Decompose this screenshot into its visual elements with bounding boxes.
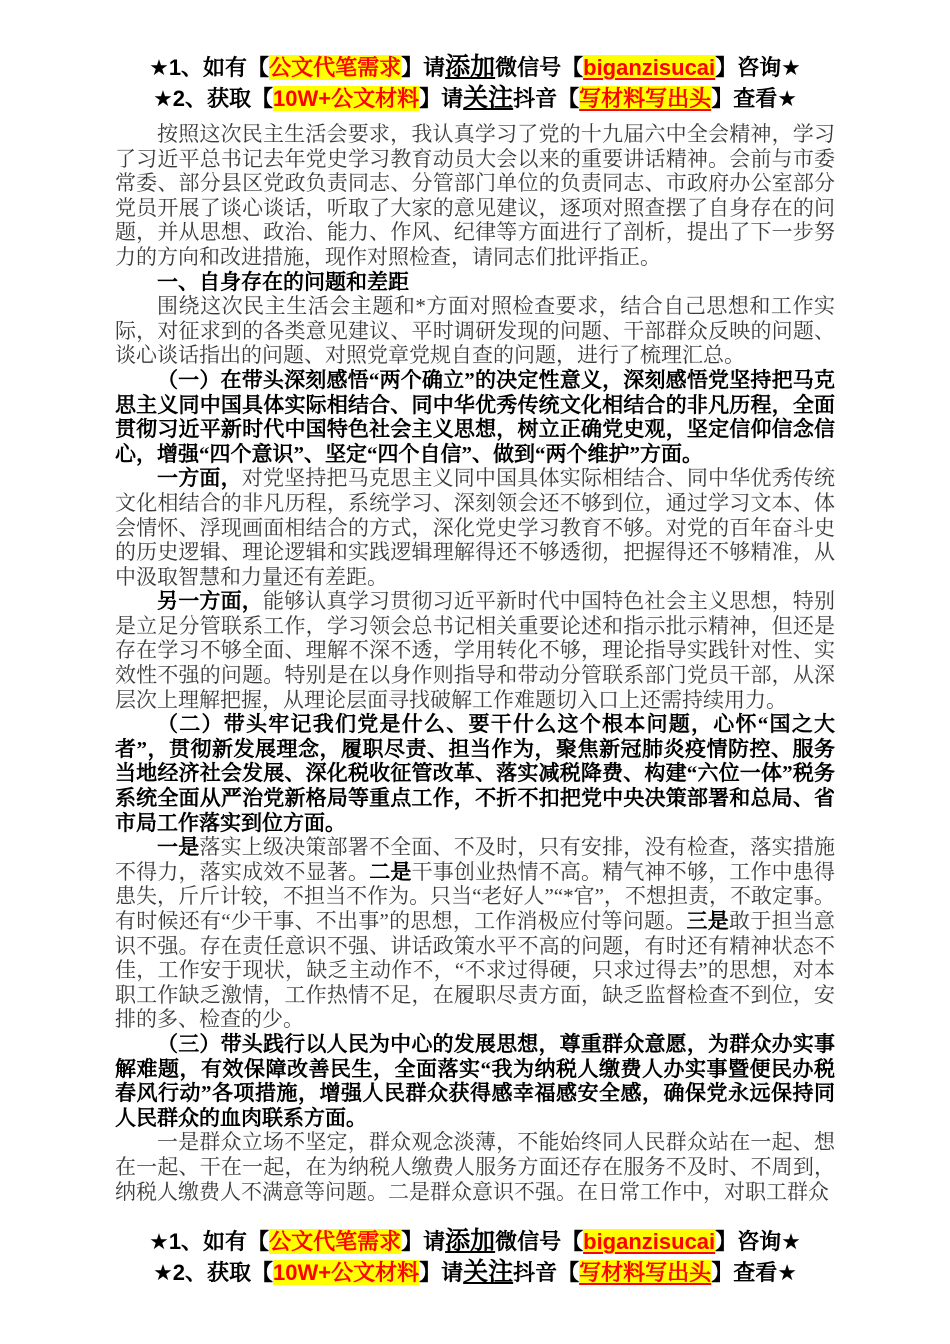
- bold-text-run: （二）带头牢记我们党是什么、要干什么这个根本问题，心怀“国之大者”，贯彻新发展理念，履职尽责、担当作为，聚焦新冠肺炎疫情防控、服务当地经济社会发展、深化税收征管改革、落实减税降费、构建“六位一体”税务系统全面从严治党新格局等重点工作，不折不扣把党中央决策部署和总局、省市局工作落实到位方面。: [115, 712, 835, 835]
- paragraph: [115, 466, 835, 589]
- promo-line-1: [0, 1226, 950, 1257]
- promo-segment: 】咨询★: [715, 1229, 801, 1254]
- promo-segment: ★1、如有【: [149, 55, 270, 80]
- promo-segment: 公文代笔需求: [269, 1229, 402, 1254]
- promo-segment: ★1、如有【: [149, 1229, 270, 1254]
- bold-text-run: 一、自身存在的问题和差距: [157, 269, 409, 294]
- bold-paragraph: [115, 368, 835, 466]
- bold-paragraph: [115, 270, 835, 295]
- promo-segment: 】请: [401, 1229, 446, 1254]
- promo-segment: biganzisucai: [583, 1229, 716, 1254]
- bold-text-run: （三）带头践行以人民为中心的发展思想，尊重群众意愿，为群众办实事解难题，有效保障改善民生，全面落实“我为纳税人缴费人办实事暨便民办税春风行动”各项措施，增强人民群众获得感幸福感安全感，确保党永远保持同人民群众的血肉联系方面。: [115, 1031, 835, 1130]
- bold-paragraph: [115, 712, 835, 835]
- bold-text-run: 二是: [369, 859, 412, 884]
- text-run: 按照这次民主生活会要求，我认真学习了党的十九届六中全会精神，学习了习近平总书记去年党史学习教育动员大会以来的重要讲话精神。会前与市委常委、部分县区党政负责同志、分管部门单位的负责同志、市政府办公室部分党员开展了谈心谈话，听取了大家的意见建议，逐项对照查摆了自身存在的问题，并从思想、政治、能力、作风、纪律等方面进行了剖析，提出了下一步努力的方向和改进措施，现作对照检查，请同志们批评指正。: [115, 122, 835, 269]
- promo-segment: 微信号【: [495, 55, 584, 80]
- text-run: 干事创业热情不高。精气神不够，工作中患得患失，斤斤计较，不担当不作为。只当“老好人”“*官”，不想担责，不敢定事。有时候还有“少干事、不出事”的思想，工作消极应付等问题。: [115, 859, 835, 933]
- document-body: [115, 122, 835, 1224]
- promo-segment: 】请: [419, 1260, 464, 1285]
- promo-segment: biganzisucai: [583, 55, 716, 80]
- paragraph: [115, 122, 835, 270]
- promo-banner-bottom: [0, 1226, 950, 1288]
- bold-paragraph: [115, 1032, 835, 1130]
- promo-segment: 10W+公文材料: [273, 1260, 420, 1285]
- promo-segment: 公文代笔需求: [269, 55, 402, 80]
- promo-segment: 关注: [463, 84, 514, 112]
- paragraph: [115, 1130, 835, 1204]
- paragraph: [115, 835, 835, 1032]
- promo-segment: 抖音【: [513, 1260, 580, 1285]
- promo-segment: 关注: [463, 1258, 514, 1286]
- text-run: 对党坚持把马克思主义同中国具体实际相结合、同中华优秀传统文化相结合的非凡历程，系统学习、深刻领会还不够到位，通过学习文本、体会情怀、浮现画面相结合的方式，深化党史学习教育不够。对党的百年奋斗史的历史逻辑、理论逻辑和实践逻辑理解得还不够透彻，把握得还不够精准，从中汲取智慧和力量还有差距。: [115, 466, 835, 589]
- paragraph: [115, 589, 835, 712]
- promo-segment: 抖音【: [513, 86, 580, 111]
- promo-segment: ★2、获取【: [153, 86, 274, 111]
- text-run: 能够认真学习贯彻习近平新时代中国特色社会主义思想，特别是立足分管联系工作，学习领会总书记相关重要论述和指示批示精神，但还是存在学习不够全面、理解不深不透，学用转化不够，理论指导实践针对性、实效性不强的问题。特别是在以身作则指导和带动分管联系部门党员干部，从深层次上理解把握，从理论层面寻找破解工作难题切入口上还需持续用力。: [115, 589, 835, 712]
- promo-segment: 添加: [445, 53, 496, 81]
- promo-line-2: [0, 83, 950, 114]
- promo-segment: ★2、获取【: [153, 1260, 274, 1285]
- promo-segment: 】咨询★: [715, 55, 801, 80]
- text-run: 落实上级决策部署不全面、不及时，只有安排，没有检查，落实措施不得力，落实成效不显著。: [115, 835, 835, 884]
- promo-segment: 】请: [419, 86, 464, 111]
- promo-segment: 10W+公文材料: [273, 86, 420, 111]
- text-run: 围绕这次民主生活会主题和*方面对照检查要求，结合自己思想和工作实际，对征求到的各类意见建议、平时调研发现的问题、干部群众反映的问题、谈心谈话指出的问题、对照党章党规自查的问题，进行了梳理汇总。: [115, 294, 835, 368]
- promo-segment: 】请: [401, 55, 446, 80]
- promo-segment: 】查看★: [711, 86, 797, 111]
- promo-segment: 写材料写出头: [579, 1260, 712, 1285]
- promo-segment: 微信号【: [495, 1229, 584, 1254]
- promo-line-1: [0, 52, 950, 83]
- promo-banner-top: [0, 0, 950, 114]
- bold-text-run: 另一方面，: [157, 589, 263, 614]
- promo-segment: 添加: [445, 1227, 496, 1255]
- bold-text-run: 一是: [157, 835, 200, 860]
- promo-line-2: [0, 1257, 950, 1288]
- paragraph: [115, 294, 835, 368]
- promo-segment: 写材料写出头: [579, 86, 712, 111]
- bold-text-run: 三是: [686, 909, 730, 933]
- text-run: 一是群众立场不坚定，群众观念淡薄，不能始终同人民群众站在一起、想在一起、干在一起，在为纳税人缴费人服务方面还存在服务不及时、不周到，纳税人缴费人不满意等问题。二是群众意识不强。在日常工作中，对职工群众: [115, 1130, 835, 1204]
- text-run: 敢于担当意识不强。存在责任意识不强、讲话政策水平不高的问题，有时还有精神状态不佳，工作安于现状，缺乏主动作不，“不求过得硬，只求过得去”的思想，对本职工作缺乏激情，工作热情不足，在履职尽责方面，缺乏监督检查不到位，安排的多、检查的少。: [115, 909, 835, 1032]
- bold-text-run: 一方面，: [157, 466, 242, 491]
- bold-text-run: （一）在带头深刻感悟“两个确立”的决定性意义，深刻感悟党坚持把马克思主义同中国具体实际相结合、同中华优秀传统文化相结合的非凡历程，全面贯彻习近平新时代中国特色社会主义思想，树立正确党史观，坚定信仰信念信心，增强“四个意识”、坚定“四个自信”、做到“两个维护”方面。: [115, 367, 835, 466]
- promo-segment: 】查看★: [711, 1260, 797, 1285]
